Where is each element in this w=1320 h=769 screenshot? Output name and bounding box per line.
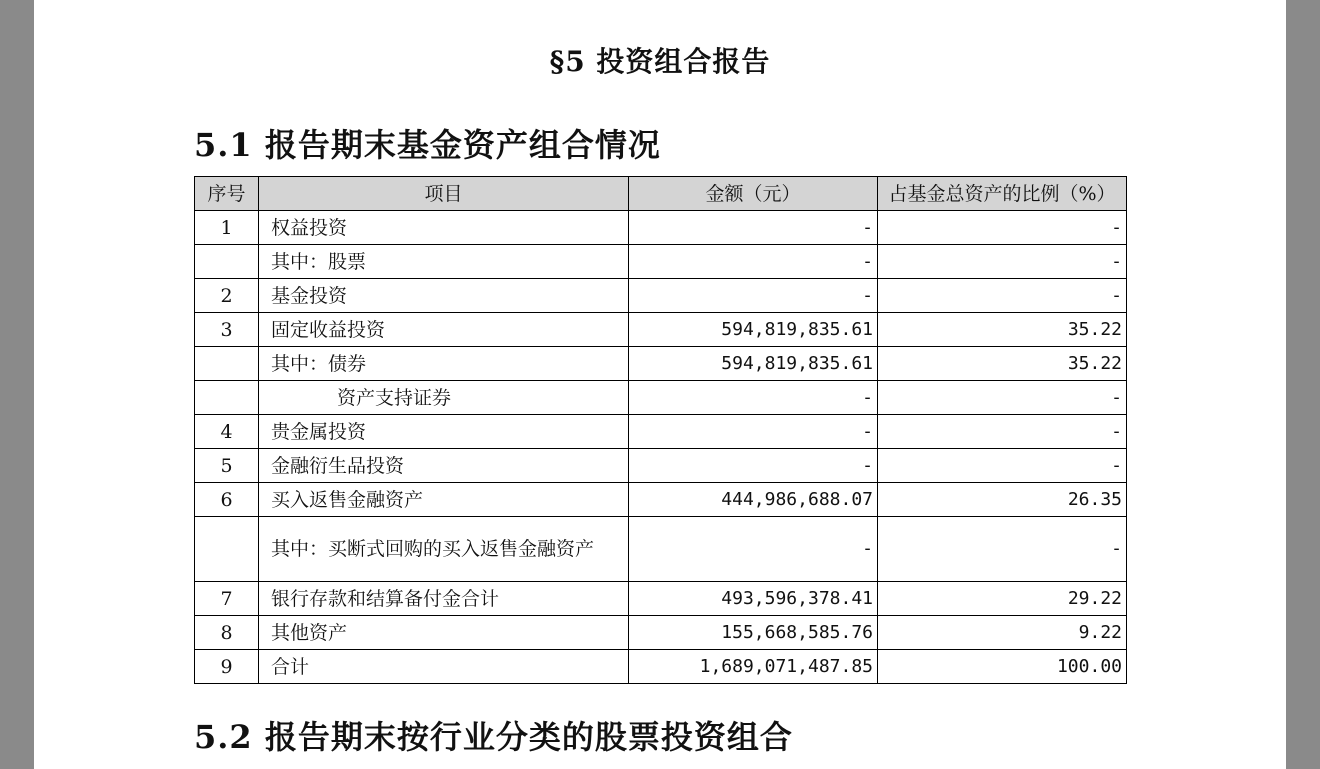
table-row [195, 313, 1127, 347]
row-number: 9 [195, 650, 259, 684]
table-row [195, 211, 1127, 245]
row-ratio: - [878, 245, 1127, 279]
row-number [195, 245, 259, 279]
row-ratio: 29.22 [878, 582, 1127, 616]
row-item: 合计 [259, 650, 629, 684]
row-amount: 594,819,835.61 [629, 313, 878, 347]
row-ratio: - [878, 211, 1127, 245]
row-amount: 594,819,835.61 [629, 347, 878, 381]
row-item: 其中：买断式回购的买入返售金融资产 [259, 517, 629, 582]
row-amount: - [629, 415, 878, 449]
subsection-title-asset-portfolio: 5.1 报告期末基金资产组合情况 [194, 126, 661, 164]
table-row [195, 279, 1127, 313]
row-number [195, 517, 259, 582]
row-number: 3 [195, 313, 259, 347]
row-ratio: - [878, 415, 1127, 449]
table-row [195, 449, 1127, 483]
row-number: 1 [195, 211, 259, 245]
table-row [195, 616, 1127, 650]
table-row-total [195, 650, 1127, 684]
row-item: 金融衍生品投资 [259, 449, 629, 483]
table-header-row [195, 177, 1127, 211]
row-number [195, 381, 259, 415]
row-number: 7 [195, 582, 259, 616]
table-row [195, 582, 1127, 616]
row-amount: 493,596,378.41 [629, 582, 878, 616]
row-number: 6 [195, 483, 259, 517]
row-amount: - [629, 245, 878, 279]
row-item: 固定收益投资 [259, 313, 629, 347]
table-row [195, 245, 1127, 279]
row-amount: - [629, 517, 878, 582]
row-item: 贵金属投资 [259, 415, 629, 449]
row-amount: - [629, 211, 878, 245]
table-row [195, 483, 1127, 517]
row-amount: - [629, 381, 878, 415]
row-amount: - [629, 449, 878, 483]
row-ratio: 26.35 [878, 483, 1127, 517]
row-ratio: - [878, 449, 1127, 483]
section-title: §5 投资组合报告 [549, 45, 771, 78]
document-page [34, 0, 1286, 769]
column-header-no: 序号 [195, 177, 259, 211]
row-item: 银行存款和结算备付金合计 [259, 582, 629, 616]
row-ratio: - [878, 381, 1127, 415]
row-amount: 444,986,688.07 [629, 483, 878, 517]
asset-portfolio-table [194, 176, 1127, 684]
row-item: 其中：股票 [259, 245, 629, 279]
row-number: 8 [195, 616, 259, 650]
row-item: 权益投资 [259, 211, 629, 245]
row-item: 其他资产 [259, 616, 629, 650]
column-header-ratio: 占基金总资产的比例（%） [878, 177, 1127, 211]
table-row [195, 415, 1127, 449]
row-number: 4 [195, 415, 259, 449]
table-row [195, 381, 1127, 415]
row-ratio: 35.22 [878, 313, 1127, 347]
row-item: 其中：债券 [259, 347, 629, 381]
row-ratio: 9.22 [878, 616, 1127, 650]
row-amount: - [629, 279, 878, 313]
row-amount: 155,668,585.76 [629, 616, 878, 650]
row-ratio: 100.00 [878, 650, 1127, 684]
row-ratio: 35.22 [878, 347, 1127, 381]
column-header-item: 项目 [259, 177, 629, 211]
row-ratio: - [878, 517, 1127, 582]
row-item: 资产支持证券 [259, 381, 629, 415]
subsection-title-industry-portfolio: 5.2 报告期末按行业分类的股票投资组合 [194, 718, 793, 756]
row-ratio: - [878, 279, 1127, 313]
row-item: 基金投资 [259, 279, 629, 313]
table-row [195, 517, 1127, 582]
row-number [195, 347, 259, 381]
row-number: 5 [195, 449, 259, 483]
row-amount: 1,689,071,487.85 [629, 650, 878, 684]
row-number: 2 [195, 279, 259, 313]
row-item: 买入返售金融资产 [259, 483, 629, 517]
table-row [195, 347, 1127, 381]
column-header-amount: 金额（元） [629, 177, 878, 211]
